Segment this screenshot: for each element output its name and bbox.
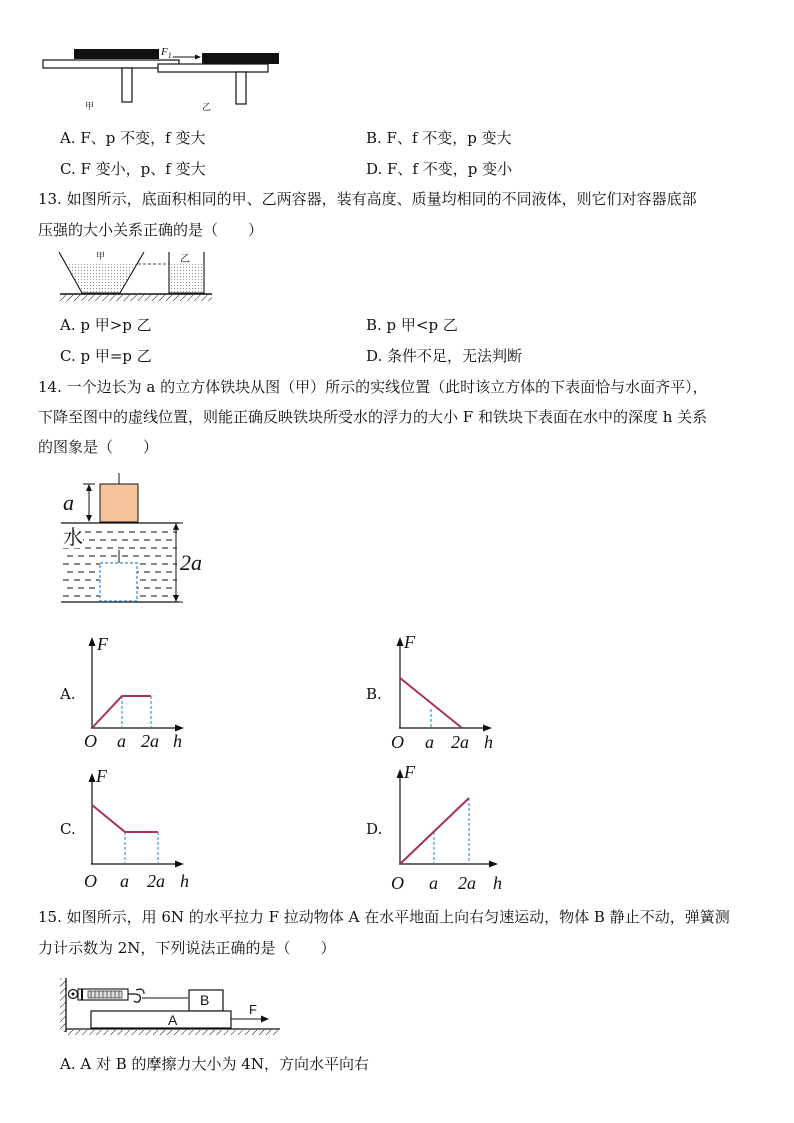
q13-figure: [56, 248, 216, 303]
q14-graph-a-f: F: [97, 634, 108, 654]
q15-question-line2: 力计示数为 2N，下列说法正确的是（ ）: [38, 939, 336, 957]
q12-option-a[interactable]: A. F、p 不变，f 变大: [60, 129, 206, 147]
q14-graph-d-o: O: [391, 873, 404, 893]
q13-option-b[interactable]: B. p 甲<p 乙: [366, 316, 458, 334]
q13-option-c[interactable]: C. p 甲=p 乙: [60, 347, 152, 365]
q14-graph-a[interactable]: [78, 634, 198, 734]
q12-option-d[interactable]: D. F、f 不变，p 变小: [366, 160, 513, 178]
q14-label-water: 水: [63, 525, 83, 549]
q12-label-right: 乙: [202, 103, 212, 113]
q14-graph-b-t2: 2a: [451, 732, 469, 752]
q12-option-b[interactable]: B. F、f 不变，p 变大: [366, 129, 512, 147]
q12-label-left: 甲: [85, 102, 95, 112]
q14-graph-b-h: h: [484, 732, 493, 752]
q13-label-left: 甲: [96, 252, 106, 262]
q14-question-line3: 的图象是（ ）: [38, 438, 159, 456]
q14-graph-d-t1: a: [429, 873, 438, 893]
q13-question-line1: 13. 如图所示，底面积相同的甲、乙两容器，装有高度、质量均相同的不同液体，则它们对容器底部: [38, 190, 697, 208]
q14-graph-d-letter[interactable]: D.: [366, 820, 383, 838]
q14-graph-a-t2: 2a: [141, 731, 159, 751]
q14-graph-c-f: F: [96, 766, 107, 786]
q15-label-f: F: [249, 1002, 257, 1017]
q14-graph-b-letter[interactable]: B.: [366, 685, 382, 703]
q14-graph-c-letter[interactable]: C.: [60, 820, 76, 838]
q14-graph-a-o: O: [84, 731, 97, 751]
q14-label-a: a: [63, 490, 74, 515]
q13-option-d[interactable]: D. 条件不足，无法判断: [366, 347, 523, 365]
q15-label-a: A: [168, 1012, 178, 1028]
q15-option-a[interactable]: A. A 对 B 的摩擦力大小为 4N，方向水平向右: [60, 1055, 369, 1073]
q14-graph-c-o: O: [84, 871, 97, 891]
q14-graph-d-h: h: [493, 873, 502, 893]
q13-question-line2: 压强的大小关系正确的是（ ）: [38, 221, 264, 239]
q14-graph-b-o: O: [391, 732, 404, 752]
q14-graph-a-letter[interactable]: A.: [60, 685, 76, 703]
q14-graph-a-h: h: [173, 731, 182, 751]
q14-graph-c-t1: a: [120, 871, 129, 891]
q12-force-label: $F_1$: [161, 46, 172, 61]
q12-figure-right: [155, 40, 285, 115]
q14-graph-a-t1: a: [117, 731, 126, 751]
q14-question-line1: 14. 一个边长为 a 的立方体铁块从图（甲）所示的实线位置（此时该立方体的下表面恰与水面齐平），: [38, 378, 708, 396]
q14-question-line2: 下降至图中的虚线位置，则能正确反映铁块所受水的浮力的大小 F 和铁块下表面在水中的深度 h 关系: [38, 408, 708, 426]
q13-option-a[interactable]: A. p 甲>p 乙: [60, 316, 152, 334]
q14-graph-c-t2: 2a: [147, 871, 165, 891]
q15-label-b: B: [200, 992, 210, 1008]
q14-graph-b-t1: a: [425, 732, 434, 752]
q15-question-line1: 15. 如图所示，用 6N 的水平拉力 F 拉动物体 A 在水平地面上向右匀速运动，物体 B 静止不动，弹簧测: [38, 908, 730, 926]
q12-option-c[interactable]: C. F 变小，p、f 变大: [60, 160, 206, 178]
q14-label-2a: 2a: [180, 550, 202, 575]
q14-graph-b-f: F: [404, 632, 415, 652]
q14-graph-d-f: F: [404, 762, 415, 782]
q14-graph-c-h: h: [180, 871, 189, 891]
q14-graph-d-t2: 2a: [458, 873, 476, 893]
q13-label-right: 乙: [180, 254, 190, 265]
